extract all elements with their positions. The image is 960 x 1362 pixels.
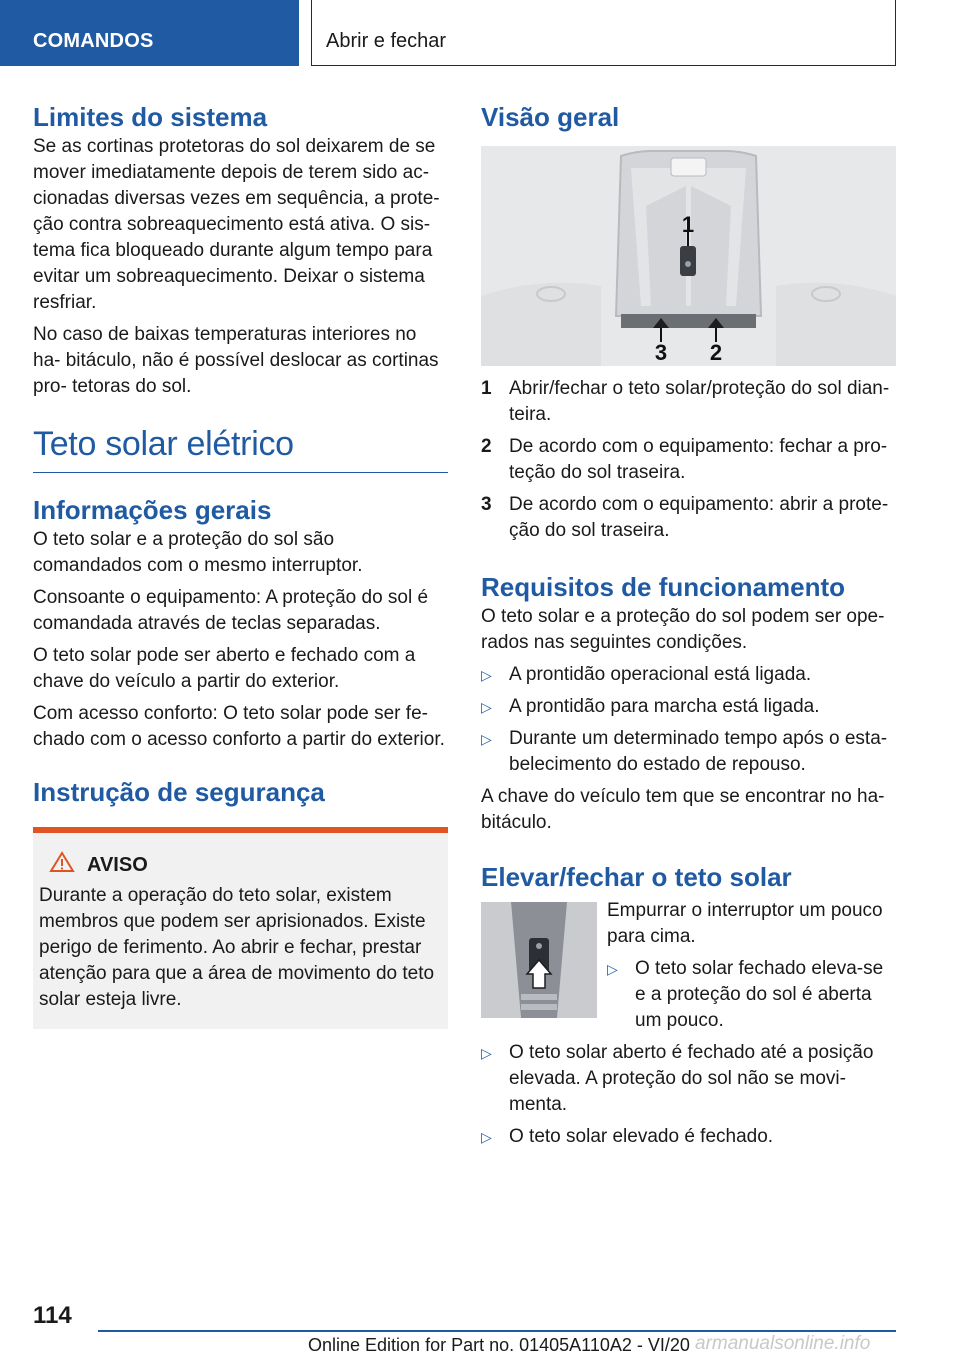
list-item [481, 492, 896, 544]
bullet-text: A prontidão para marcha está ligada. [509, 696, 820, 717]
bullet-item [481, 694, 896, 720]
list-item-number: 3 [481, 494, 492, 515]
overview-list [481, 376, 896, 544]
paragraph-elevar-1: Empurrar o interruptor um pouco para cima. [607, 900, 883, 947]
bullet-text: Durante um determinado tempo após o esta- belecimento do estado de repouso. [509, 728, 888, 775]
heading-teto-solar: Teto solar elétrico [33, 425, 294, 463]
list-item [481, 434, 896, 486]
bullet-item [481, 1040, 896, 1118]
heading-limites: Limites do sistema [33, 102, 268, 132]
left-column [33, 100, 448, 1029]
heading-requisitos: Requisitos de funcionamento [481, 572, 846, 602]
paragraph-info-1: O teto solar e a proteção do sol são comandados com o mesmo interruptor. [33, 529, 363, 576]
list-item-number: 2 [481, 436, 492, 457]
triangle-right-outline-icon: ▷ [481, 667, 492, 683]
triangle-right-outline-icon: ▷ [607, 961, 618, 977]
heading-informacoes: Informações gerais [33, 495, 272, 525]
warning-text: Durante a operação do teto solar, existem membros que podem ser aprisionados. Existe perigo de ferimento. Ao abrir e fechar, prestar atenção para que a área de movimento do teto solar esteja livre. [39, 885, 435, 1010]
paragraph-limites-2: No caso de baixas temperaturas interiores no ha- bitáculo, não é possível deslocar as cortinas pro- tetoras do sol. [33, 324, 439, 397]
watermark: armanualsonline.info [695, 1333, 871, 1354]
list-item-number: 1 [481, 378, 492, 399]
heading-elevar: Elevar/fechar o teto solar [481, 862, 792, 892]
list-item [481, 376, 896, 428]
bullet-text: O teto solar fechado eleva-se e a proteção do sol é aberta um pouco. [635, 958, 884, 1031]
paragraph-info-3: O teto solar pode ser aberto e fechado com a chave do veículo a partir do exterior. [33, 645, 416, 692]
paragraph-requisitos-2: A chave do veículo tem que se encontrar no ha- bitáculo. [481, 786, 885, 833]
bullet-text: O teto solar elevado é fechado. [509, 1126, 774, 1147]
heading-seguranca: Instrução de segurança [33, 777, 325, 807]
triangle-right-outline-icon: ▷ [481, 1129, 492, 1145]
paragraph-info-4: Com acesso conforto: O teto solar pode ser fe- chado com o acesso conforto a partir do exterior. [33, 703, 445, 750]
bullet-text: O teto solar aberto é fechado até a posição elevada. A proteção do sol não se movi- menta. [509, 1042, 874, 1115]
overview-image [481, 146, 896, 366]
callout-3: 3 [654, 340, 668, 365]
warning-header [49, 851, 438, 879]
footer-rule [98, 1330, 896, 1332]
bullet-text: A prontidão operacional está ligada. [509, 664, 812, 685]
list-item-text: Abrir/fechar o teto solar/proteção do sol dian- teira. [509, 378, 890, 425]
elevar-block [481, 898, 896, 1034]
section-tab: COMANDOS [0, 0, 299, 66]
footer-edition: Online Edition for Part no. 01405A110A2 - VI/20 [308, 1335, 690, 1355]
bullet-item [481, 1124, 896, 1150]
right-column [481, 100, 896, 1150]
list-item-text: De acordo com o equipamento: fechar a pro- teção do sol traseira. [509, 436, 888, 483]
callout-1: 1 [681, 212, 695, 237]
paragraph-requisitos-1: O teto solar e a proteção do sol podem ser ope- rados nas seguintes condições. [481, 606, 885, 653]
list-item-text: De acordo com o equipamento: abrir a prote- ção do sol traseira. [509, 494, 889, 541]
triangle-right-outline-icon: ▷ [481, 699, 492, 715]
triangle-right-outline-icon: ▷ [481, 731, 492, 747]
warning-box [33, 827, 448, 1029]
heading-visao: Visão geral [481, 102, 620, 132]
callout-2: 2 [709, 340, 723, 365]
elevar-switch-image [481, 902, 597, 1018]
page-number: 114 [33, 1302, 72, 1329]
chapter-title: Abrir e fechar [311, 0, 896, 66]
bullet-item [481, 662, 896, 688]
bullet-item [481, 726, 896, 778]
bullet-item [607, 956, 896, 1034]
heading-teto-wrap [33, 422, 448, 473]
paragraph-info-2: Consoante o equipamento: A proteção do sol é comandada através de teclas separadas. [33, 587, 429, 634]
paragraph-limites-1: Se as cortinas protetoras do sol deixarem de se mover imediatamente depois de terem sido ac- cionadas diversas vezes em sequência, a prote- ção contra sobreaquecimento está ativa. O sis- tema fica bloqueado durante algum tempo para evitar um sobreaquecimento. Deixar o sistema resfriar. [33, 136, 440, 313]
warning-label: AVISO [87, 853, 148, 876]
warning-triangle-icon [49, 851, 75, 879]
triangle-right-outline-icon: ▷ [481, 1045, 492, 1061]
elevar-text [607, 898, 896, 1034]
